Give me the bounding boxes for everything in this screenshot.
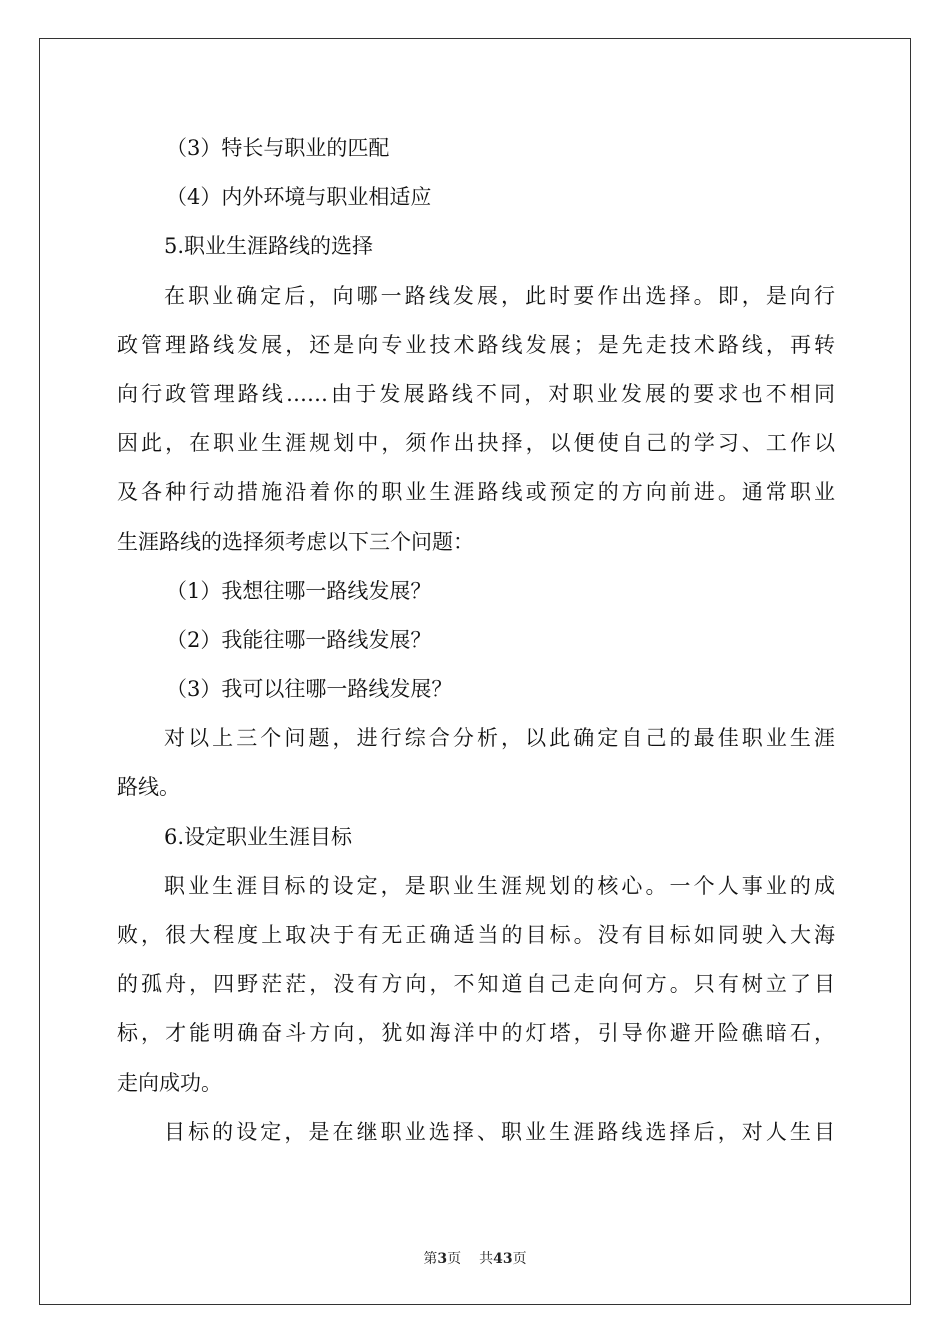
section-heading-career-goal: 6.设定职业生涯目标: [164, 824, 353, 849]
paragraph-line: 在职业确定后，向哪一路线发展，此时要作出选择。即，是向行: [164, 283, 835, 308]
paragraph-line: 及各种行动措施沿着你的职业生涯路线或预定的方向前进。通常职业: [117, 480, 835, 505]
list-item-talent-match: （3）特长与职业的匹配: [166, 136, 390, 160]
total-prefix: 共: [479, 1251, 494, 1267]
list-item-question-1: （1）我想往哪一路线发展？: [166, 578, 432, 603]
paragraph-line: 因此，在职业生涯规划中，须作出抉择，以便使自己的学习、工作以: [117, 431, 835, 456]
paragraph-line: 标，才能明确奋斗方向，犹如海洋中的灯塔，引导你避开险礁暗石，: [117, 1021, 835, 1046]
paragraph-line: 生涯路线的选择须考虑以下三个问题：: [117, 529, 474, 554]
total-pages: 43: [493, 1251, 513, 1267]
paragraph-line: 对以上三个问题，进行综合分析，以此确定自己的最佳职业生涯: [164, 726, 835, 751]
section-heading-career-path: 5.职业生涯路线的选择: [164, 234, 374, 259]
list-item-environment-fit: （4）内外环境与职业相适应: [166, 185, 432, 210]
document-body: [117, 124, 835, 1157]
paragraph-line: 向行政管理路线……由于发展路线不同，对职业发展的要求也不相同: [117, 381, 835, 406]
list-item-question-3: （3）我可以往哪一路线发展？: [166, 677, 453, 702]
total-suffix: 页: [512, 1251, 527, 1267]
paragraph-line: 的孤舟，四野茫茫，没有方向，不知道自己走向何方。只有树立了目: [117, 972, 835, 997]
paragraph-line: 职业生涯目标的设定，是职业生涯规划的核心。一个人事业的成: [164, 873, 835, 898]
page-suffix: 页: [447, 1251, 462, 1267]
paragraph-line: 路线。: [117, 775, 180, 800]
page-footer: [0, 1248, 950, 1268]
paragraph-line: 败，很大程度上取决于有无正确适当的目标。没有目标如同驶入大海: [117, 923, 835, 947]
paragraph-line: 目标的设定，是在继职业选择、职业生涯路线选择后，对人生目: [164, 1119, 835, 1144]
paragraph-line: 走向成功。: [117, 1070, 222, 1095]
page-prefix: 第: [423, 1251, 438, 1267]
list-item-question-2: （2）我能往哪一路线发展？: [166, 627, 432, 652]
paragraph-line: 政管理路线发展，还是向专业技术路线发展；是先走技术路线，再转: [117, 332, 835, 357]
page-number: 3: [437, 1251, 448, 1267]
